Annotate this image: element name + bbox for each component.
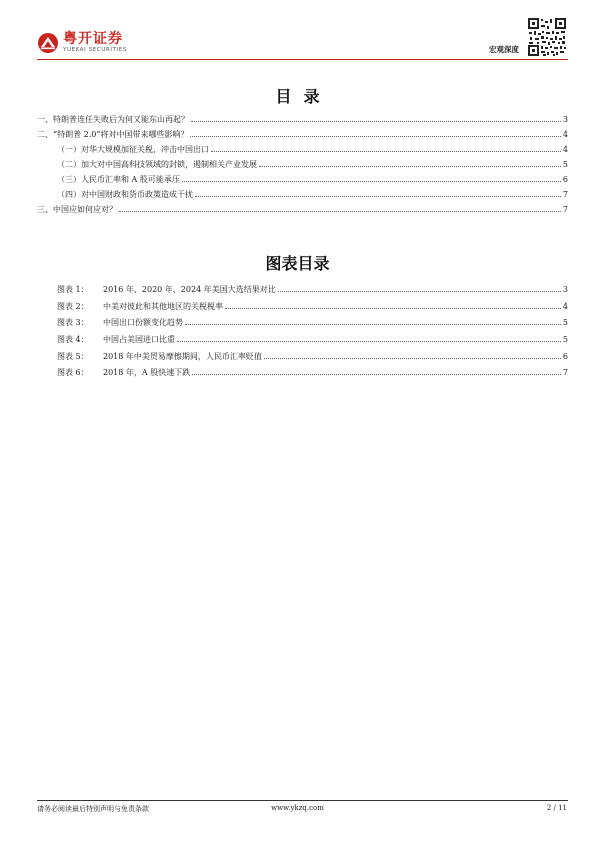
footer-disclaimer: 请务必阅读最后特别声明与免责条款 <box>37 805 149 813</box>
toc-entry-page: 7 <box>562 205 568 214</box>
toc-entry-page: 5 <box>562 160 568 169</box>
toc-entry-label: 三、中国应如何应对？ <box>37 205 117 214</box>
figure-entry[interactable] <box>57 315 568 332</box>
figure-entry-page: 6 <box>562 351 568 361</box>
toc-entry-label: （四）对中国财政和货币政策造成干扰 <box>57 190 193 199</box>
toc-leader-dots <box>191 121 561 122</box>
toc-entry-page: 3 <box>562 115 568 124</box>
figure-entry-number: 图表 6： <box>57 368 89 378</box>
toc-list <box>37 112 568 217</box>
figure-entry-label: 2018 年中美贸易摩擦期间，人民币汇率贬值 <box>103 351 262 361</box>
toc-leader-dots <box>211 151 561 152</box>
toc-entry[interactable] <box>37 127 568 142</box>
toc-leader-dots <box>190 136 560 137</box>
toc-leader-dots <box>195 196 561 197</box>
figure-entry-number: 图表 5： <box>57 351 89 361</box>
footer-divider <box>37 800 568 801</box>
toc-entry[interactable] <box>37 112 568 127</box>
figure-entry[interactable] <box>57 282 568 299</box>
footer-page-number: 2 / 11 <box>546 804 567 812</box>
toc-entry[interactable] <box>37 157 568 172</box>
figure-leader-dots <box>225 308 561 309</box>
report-type-label: 宏观深度 <box>489 45 519 54</box>
toc-entry-page: 7 <box>562 190 568 199</box>
figure-entry[interactable] <box>57 349 568 366</box>
figure-entry[interactable] <box>57 365 568 382</box>
toc-entry[interactable] <box>37 187 568 202</box>
figure-list <box>57 282 568 382</box>
toc-entry-page: 6 <box>562 175 568 184</box>
toc-entry-label: 一、特朗普连任失败后为何又能东山再起？ <box>37 115 189 124</box>
toc-entry-label: 二、“特朗普 2.0”将对中国带来哪些影响？ <box>37 130 189 139</box>
figure-entry-number: 图表 3： <box>57 318 89 328</box>
header-divider <box>37 59 568 60</box>
figure-entry-number: 图表 2： <box>57 301 89 311</box>
logo-mark-icon <box>37 32 59 54</box>
figure-entry-page: 5 <box>562 318 568 328</box>
toc-entry[interactable] <box>37 172 568 187</box>
figure-entry-page: 3 <box>562 285 568 294</box>
figure-entry-page: 7 <box>562 368 568 378</box>
figure-entry-label: 中国出口份额变化趋势 <box>103 318 183 328</box>
toc-entry[interactable] <box>37 202 568 217</box>
figure-leader-dots <box>177 341 561 342</box>
figure-entry-label: 中国占美国进口比重 <box>103 335 175 345</box>
figure-entry-page: 4 <box>562 301 568 311</box>
toc-entry-label: （三）人民币汇率和 A 股可能承压 <box>57 175 180 184</box>
toc-entry-page: 4 <box>562 145 568 154</box>
toc-leader-dots <box>182 181 561 182</box>
figure-entry[interactable] <box>57 299 568 316</box>
figure-entry-label: 中美对彼此和其他地区的关税税率 <box>103 301 223 311</box>
toc-leader-dots <box>119 211 561 212</box>
figure-leader-dots <box>278 291 561 292</box>
toc-leader-dots <box>259 166 561 167</box>
toc-title: 目录 <box>275 87 332 106</box>
qr-code-icon <box>527 17 567 57</box>
figure-leader-dots <box>264 358 561 359</box>
figure-leader-dots <box>185 324 561 325</box>
toc-entry-page: 4 <box>562 130 568 139</box>
figure-list-title: 图表目录 <box>265 254 330 273</box>
figure-entry[interactable] <box>57 332 568 349</box>
figure-leader-dots <box>192 374 561 375</box>
figure-entry-label: 2018 年，A 股快速下跌 <box>103 368 191 378</box>
toc-entry[interactable] <box>37 142 568 157</box>
logo-chinese-name: 粤开证券 <box>63 31 123 48</box>
footer-website[interactable]: www.ykzq.com <box>271 804 324 812</box>
company-logo <box>37 31 127 55</box>
figure-entry-label: 2016 年、2020 年、2024 年美国大选结果对比 <box>103 285 276 294</box>
toc-entry-label: （一）对华大规模加征关税，冲击中国出口 <box>57 145 209 154</box>
figure-entry-page: 5 <box>562 335 568 345</box>
figure-entry-number: 图表 1： <box>57 285 89 294</box>
toc-entry-label: （二）加大对中国高科技领域的封锁，遏制相关产业发展 <box>57 160 257 169</box>
figure-entry-number: 图表 4： <box>57 335 89 345</box>
logo-english-name: YUEKAI SECURITIES <box>63 47 127 54</box>
